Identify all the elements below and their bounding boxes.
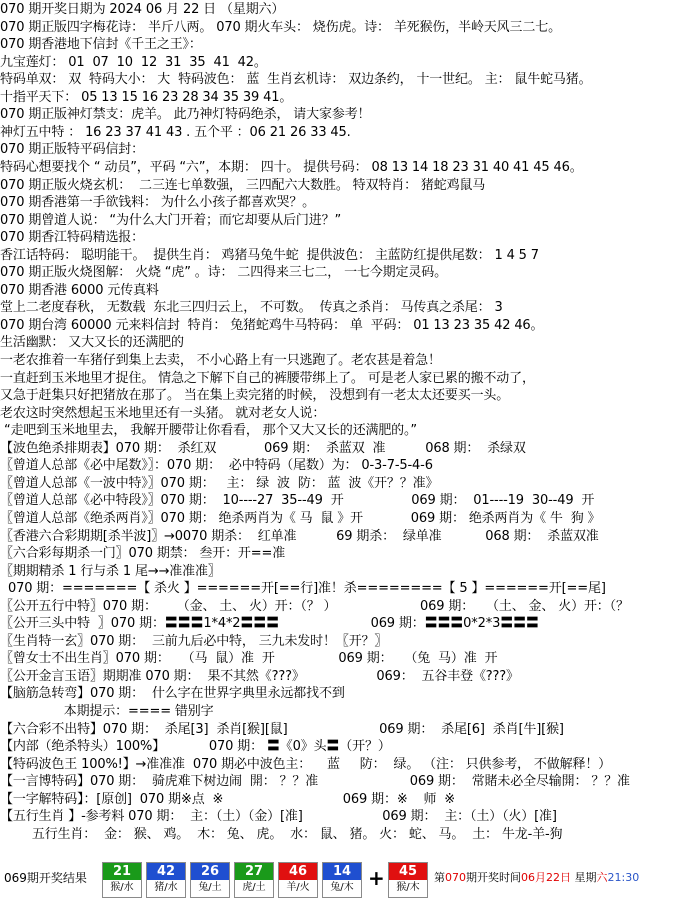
text-line: “走吧到玉米地里去， 我解开腰带让你看看， 那个又大又长的还满肥的。” xyxy=(0,423,417,439)
text-line: 【五行生肖 】-参考料 070 期： 主：（土）（金）[准] 069 期： 主：（土）（火）[准] xyxy=(0,809,557,825)
text-line: 070 期：=======【 杀火 】======开[==行]准！杀========【 5 】======开[==尾] xyxy=(0,581,606,597)
text-line: 老农这时突然想起玉米地里还有一头猪。 就对老女人说： xyxy=(0,405,326,421)
text-line: 〖公开三头中特 〗070 期：〓〓〓1*4*2〓〓〓 069 期：〓〓〓0*2*3〓〓〓 xyxy=(0,616,539,632)
text-line: 堂上二老度春秋， 无数载 东北三四归云上， 不可数。 传真之杀肖： 马传真之杀尾： 3 xyxy=(0,300,503,316)
result-ball xyxy=(278,862,318,898)
text-line: 【六合彩不出特】070 期： 杀尾[3] 杀肖[猴][鼠] 069 期： 杀尾[6] 杀肖[牛][猴] xyxy=(0,721,564,737)
text-line: 070 期香港 6000 元传真料 xyxy=(0,282,159,298)
text-line: 〖公开金言玉语〗期期准 070 期： 果不其然《???》 069： 五谷丰登《???》 xyxy=(0,668,519,684)
ball-zodiac: 兔/土 xyxy=(198,882,222,893)
text-line: 〖公开五行中特〗070 期： （金、 土、 火）开：（？ ） 069 期： （土、 金、 火）开：（？ xyxy=(0,598,629,614)
text-line: 070 期香港地下信封《千王之王》： xyxy=(0,37,202,53)
ball-number: 21 xyxy=(103,863,141,880)
ball-number: 46 xyxy=(279,863,317,880)
text-line: 070 期正版神灯禁支：虎羊。 此乃神灯特码绝杀， 请大家参考！ xyxy=(0,107,371,123)
result-ball xyxy=(146,862,186,898)
text-line: 【特码波色王 100%!】→准准准 070 期必中波色主： 蓝 防： 绿。 （注： 只供参考， 不做解释！） xyxy=(0,756,612,772)
text-line: 【波色绝杀排期表】070 期： 杀红双 069 期： 杀蓝双 准 068 期： 杀绿双 xyxy=(0,440,526,456)
text-line: 070 期开奖日期为 2024 06 月 22 日 （星期六） xyxy=(0,2,285,17)
special-ball xyxy=(388,862,428,898)
ball-zodiac: 虎/土 xyxy=(242,882,266,893)
next-draw-period: 070 xyxy=(445,871,466,884)
text-line: 070 期正版特平码信封： xyxy=(0,142,144,158)
text-line: 【一字解特码】：[原创] 070 期※点 ※ 069 期：※ 师 ※ xyxy=(0,791,456,807)
text-line: 九宝莲灯： 01 07 10 12 31 35 41 42。 xyxy=(0,54,267,70)
text-line: 070 期曾道人说： “为什么大门开着；而它却要从后门进？” xyxy=(0,212,342,228)
ball-zodiac: 羊/火 xyxy=(286,882,310,893)
text-line: 〖曾道人总部《必中尾数》〗：070 期： 必中特码（尾数）为： 0-3-7-5-4-6 xyxy=(0,458,433,474)
next-draw-date: 06月22日 xyxy=(521,871,571,884)
text-line: 生活幽默： 又大又长的还满肥的 xyxy=(0,335,184,351)
text-line: 特码心想要找个 “ 动员”，平码 “六”，本期： 四十。 提供号码： 08 13 14 18 23 31 40 41 45 46。 xyxy=(0,159,583,175)
text-line: 一直赶到玉米地里才捉住。 情急之下解下自己的裤腰带绑上了。 可是老人家已累的搬不动了， xyxy=(0,370,535,386)
text-line: 十指平天下： 05 13 15 16 23 28 34 35 39 41。 xyxy=(0,89,293,105)
text-line: 〖曾道人总部《必中特段》〗070 期： 10----27 35--49 开 069 期： 01----19 30--49 开 xyxy=(0,493,595,509)
text-line: 【一言博特码】070 期： 骑虎难下树边闹 開： ？？准 069 期： 常賭未必全尽输開： ？？准 xyxy=(0,774,630,790)
next-draw-clock: 21:30 xyxy=(607,871,640,884)
text-line: 〖曾道人总部《绝杀两肖》〗070 期： 绝杀两肖为《 马 鼠 》开 069 期： 绝杀两肖为《 牛 狗 》 xyxy=(0,510,601,526)
ball-number: 45 xyxy=(389,863,427,880)
text-line: 〖期期精杀 1 行与杀 1 尾→→准准准〗 xyxy=(0,563,221,579)
text-line: 070 期正版四字梅花诗： 半斤八两。 070 期火车头： 烧伤虎。诗： 羊死猴伤，半岭天风三二七。 xyxy=(0,19,561,35)
plus-sign: + xyxy=(368,866,385,890)
result-ball xyxy=(102,862,142,898)
ball-number: 27 xyxy=(235,863,273,880)
text-line: 香江话特码： 聪明能干。 提供生肖： 鸡猪马兔牛蛇 提供波色： 主蓝防红提供尾数： 1 4 5 7 xyxy=(0,247,539,263)
text-line: 【脑筋急转弯】070 期： 什么字在世界字典里永远都找不到 xyxy=(0,686,345,702)
text-line: 〖曾女士不出生肖〗070 期： （马 鼠）准 开 069 期： （兔 马）准 开 xyxy=(0,651,498,667)
ball-zodiac: 猴/水 xyxy=(110,882,134,893)
ball-zodiac: 兔/木 xyxy=(330,882,354,893)
text-line: 神灯五中特 ： 16 23 37 41 43 . 五个平 ：06 21 26 33 45. xyxy=(0,124,351,140)
draw-result-bar xyxy=(0,860,678,899)
result-ball xyxy=(190,862,230,898)
text-line: 〖六合彩每期杀一门〗070 期禁： 叁开：开==准 xyxy=(0,546,286,562)
ball-zodiac: 猴/木 xyxy=(396,882,420,893)
ball-zodiac: 猪/水 xyxy=(154,882,178,893)
text-line: 070 期正版火烧玄机： 二三连七单数强， 三四配六大数胜。 特双特肖： 猪蛇鸡鼠马 xyxy=(0,177,486,193)
text-line: 特码单双： 双 特码大小： 大 特码波色： 蓝 生肖玄机诗： 双边条约， 十一世纪。 主： 鼠牛蛇马猪。 xyxy=(0,72,592,88)
draw-result-label: 069期开奖结果 xyxy=(4,871,87,885)
text-line: 一老农推着一车猪仔到集上去卖， 不小心路上有一只逃跑了。老农甚是着急！ xyxy=(0,353,441,368)
result-ball xyxy=(322,862,362,898)
result-ball xyxy=(234,862,274,898)
ball-number: 14 xyxy=(323,863,361,880)
text-line: 又急于赶集只好把猪放在那了。 当在集上卖完猪的时候， 没想到有一老太太还要买一头。 xyxy=(0,388,510,404)
text-line: 〖生肖特一玄〗070 期： 三前九后必中特， 三九未发时！〖开？〗 xyxy=(0,633,388,649)
text-line: 070 期香江特码精选报： xyxy=(0,230,144,246)
text-line: 〖曾道人总部《一波中特》〗070 期： 主： 绿 波 防： 蓝 波《开？？准》 xyxy=(0,475,439,491)
ball-number: 26 xyxy=(191,863,229,880)
text-line: 【内部（绝杀特头）100%】 070 期： 〓《0》头〓（开？） xyxy=(0,739,391,755)
ball-number: 42 xyxy=(147,863,185,880)
text-line: 〖香港六合彩期期[杀半波]〗→0070 期杀： 红单准 69 期杀： 绿单准 068 期： 杀蓝双准 xyxy=(0,528,599,544)
text-line: 五行生肖： 金： 猴、 鸡。 木： 兔、 虎。 水： 鼠、 猪。 火： 蛇、 马。 土： 牛龙-羊-狗 xyxy=(0,826,563,842)
text-line: 070 期香港第一手欲钱料： 为什么小孩子都喜欢哭？。 xyxy=(0,195,316,211)
text-line: 070 期台湾 60000 元来料信封 特肖： 兔猪蛇鸡牛马特码： 单 平码： 01 13 23 35 42 46。 xyxy=(0,317,544,333)
next-draw-weekday: 六 xyxy=(596,871,608,884)
text-line: 本期提示：==== 错别字 xyxy=(0,704,214,719)
next-draw-time: 第070期开奖时间06月22日 星期六21:30 xyxy=(434,871,640,884)
text-line: 070 期正版火烧图解： 火烧 “虎” 。诗： 二四得来三七二， 一七今期定灵码。 xyxy=(0,265,447,281)
